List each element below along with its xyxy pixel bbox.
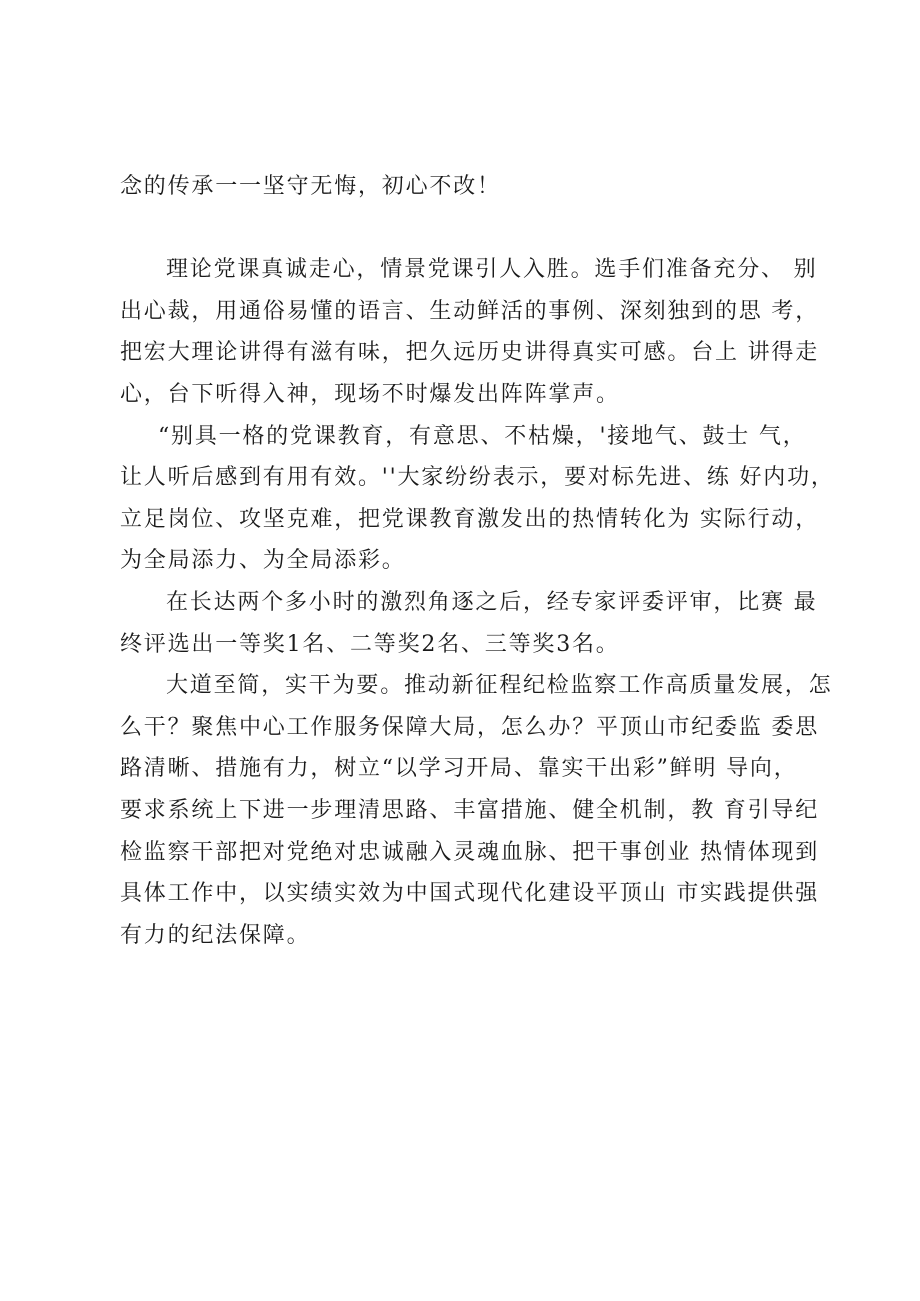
paragraph-line: 大道至简，实干为要。推动新征程纪检监察工作高质量发展，怎 — [166, 673, 833, 699]
paragraph-gap — [120, 208, 810, 250]
paragraph-line: 把宏大理论讲得有滋有味，把久远历史讲得真实可感。台上 讲得走 — [120, 340, 819, 366]
article-body — [120, 166, 835, 956]
paragraph-line: 么干？聚焦中心工作服务保障大局，怎么办？平顶山市纪委监 委思 — [120, 714, 819, 740]
paragraph-line: 立足岗位、攻坚克难，把党课教育激发出的热情转化为 实际行动， — [120, 506, 819, 532]
paragraph-line: 终评选出一等奖1名、二等奖2名、三等奖3名。 — [120, 631, 620, 657]
paragraph-line: 为全局添力、为全局添彩。 — [120, 548, 406, 574]
paragraph-line: “别具一格的党课教育，有意思、不枯燥，'接地气、鼓士 气， — [158, 423, 807, 449]
paragraph-line: 在长达两个多小时的激烈角逐之后，经专家评委评审，比赛 最 — [166, 589, 818, 615]
paragraph-line: 让人听后感到有用有效。''大家纷纷表示，要对标先进、练 好内功， — [120, 465, 835, 491]
paragraph-line: 路清晰、措施有力，树立“以学习开局、靠实干出彩”鲜明 导向， — [120, 756, 798, 782]
paragraph-line: 出心裁，用通俗易懂的语言、生动鲜活的事例、深刻独到的思 考， — [120, 298, 819, 324]
paragraph-line: 心，台下听得入神，现场不时爆发出阵阵掌声。 — [120, 381, 620, 407]
paragraph-line: 念的传承一一坚守无悔，初心不改！ — [120, 174, 501, 199]
paragraph-line: 理论党课真诚走心，情景党课引人入胜。选手们准备充分、 别 — [166, 257, 818, 283]
paragraph-line: 具体工作中，以实绩实效为中国式现代化建设平顶山 市实践提供强 — [120, 881, 819, 907]
paragraph-line: 检监察干部把对党绝对忠诚融入灵魂血脉、把干事创业 热情体现到 — [120, 839, 819, 865]
paragraph-line: 有力的纪法保障。 — [120, 922, 311, 948]
paragraph-line: 要求系统上下进一步理清思路、丰富措施、健全机制，教 育引导纪 — [120, 797, 819, 823]
